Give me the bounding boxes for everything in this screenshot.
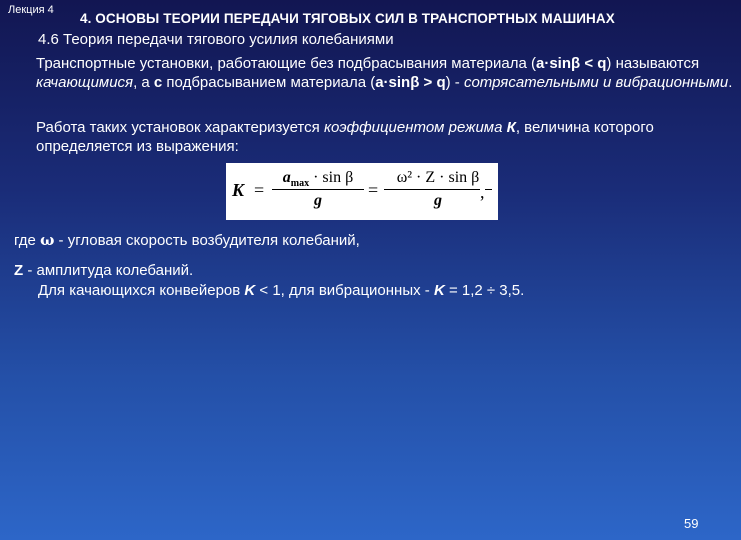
lecture-label: Лекция 4 — [8, 4, 54, 16]
sin-beta: · sin β — [309, 169, 354, 186]
text: ) называются — [606, 55, 700, 72]
text: Транспортные установки, работающие без подбрасывания материала ( — [36, 55, 536, 72]
formula-comma: , — [480, 182, 485, 202]
page-number: 59 — [684, 516, 699, 531]
formula-equals: = — [254, 180, 265, 200]
text: где — [14, 232, 41, 249]
z-line — [14, 262, 193, 279]
condition-above: a·sinβ > q — [375, 74, 446, 91]
subscript-max: max — [290, 178, 310, 190]
text: - амплитуда колебаний. — [23, 262, 194, 279]
fraction-1 — [272, 167, 364, 212]
text: . — [728, 74, 733, 91]
k-symbol: K — [244, 282, 256, 299]
text: < 1, для вибрационных - — [255, 282, 434, 299]
text: подбрасыванием материала ( — [162, 74, 376, 91]
term-vibrational: сотрясательными и вибрационными — [463, 74, 729, 91]
conveyor-line — [38, 282, 524, 299]
paragraph-coefficient — [8, 118, 741, 156]
formula-image — [226, 163, 498, 220]
term-mode-coefficient: коэффициентом режима — [323, 119, 507, 136]
text: ) - — [445, 74, 464, 91]
slide-title: 4. ОСНОВЫ ТЕОРИИ ПЕРЕДАЧИ ТЯГОВЫХ СИЛ В ТРАНСПОРТНЫХ МАШИНАХ — [80, 11, 615, 26]
z-symbol: Z — [14, 262, 24, 279]
text: , величина которого определяется из выражения: — [36, 119, 654, 155]
text: , а — [133, 74, 154, 91]
section-subtitle: 4.6 Теория передачи тягового усилия колебаниями — [38, 31, 394, 48]
word-with: с — [153, 74, 163, 91]
formula-equals-2: = — [368, 180, 379, 200]
text: = 1,2 ÷ 3,5. — [444, 282, 525, 299]
k-symbol: K — [433, 282, 445, 299]
text: Для качающихся конвейеров — [38, 282, 245, 299]
denominator-2: g — [434, 192, 442, 209]
symbol-k: К — [506, 119, 516, 136]
numerator-2: ω² · Z · sin β — [396, 169, 480, 186]
text: Работа таких установок характеризуется — [36, 119, 324, 136]
fraction-2 — [384, 167, 492, 212]
omega-symbol: ω — [40, 231, 55, 249]
text: - угловая скорость возбудителя колебаний, — [54, 232, 360, 249]
condition-below: a·sinβ < q — [535, 55, 607, 72]
symbol-a: a — [282, 169, 291, 186]
formula-k: K — [232, 180, 245, 200]
paragraph-classification — [8, 54, 741, 92]
term-swinging: качающимися — [36, 74, 134, 91]
where-line — [14, 231, 360, 249]
denominator-1: g — [314, 192, 322, 209]
numerator-1 — [272, 167, 364, 189]
